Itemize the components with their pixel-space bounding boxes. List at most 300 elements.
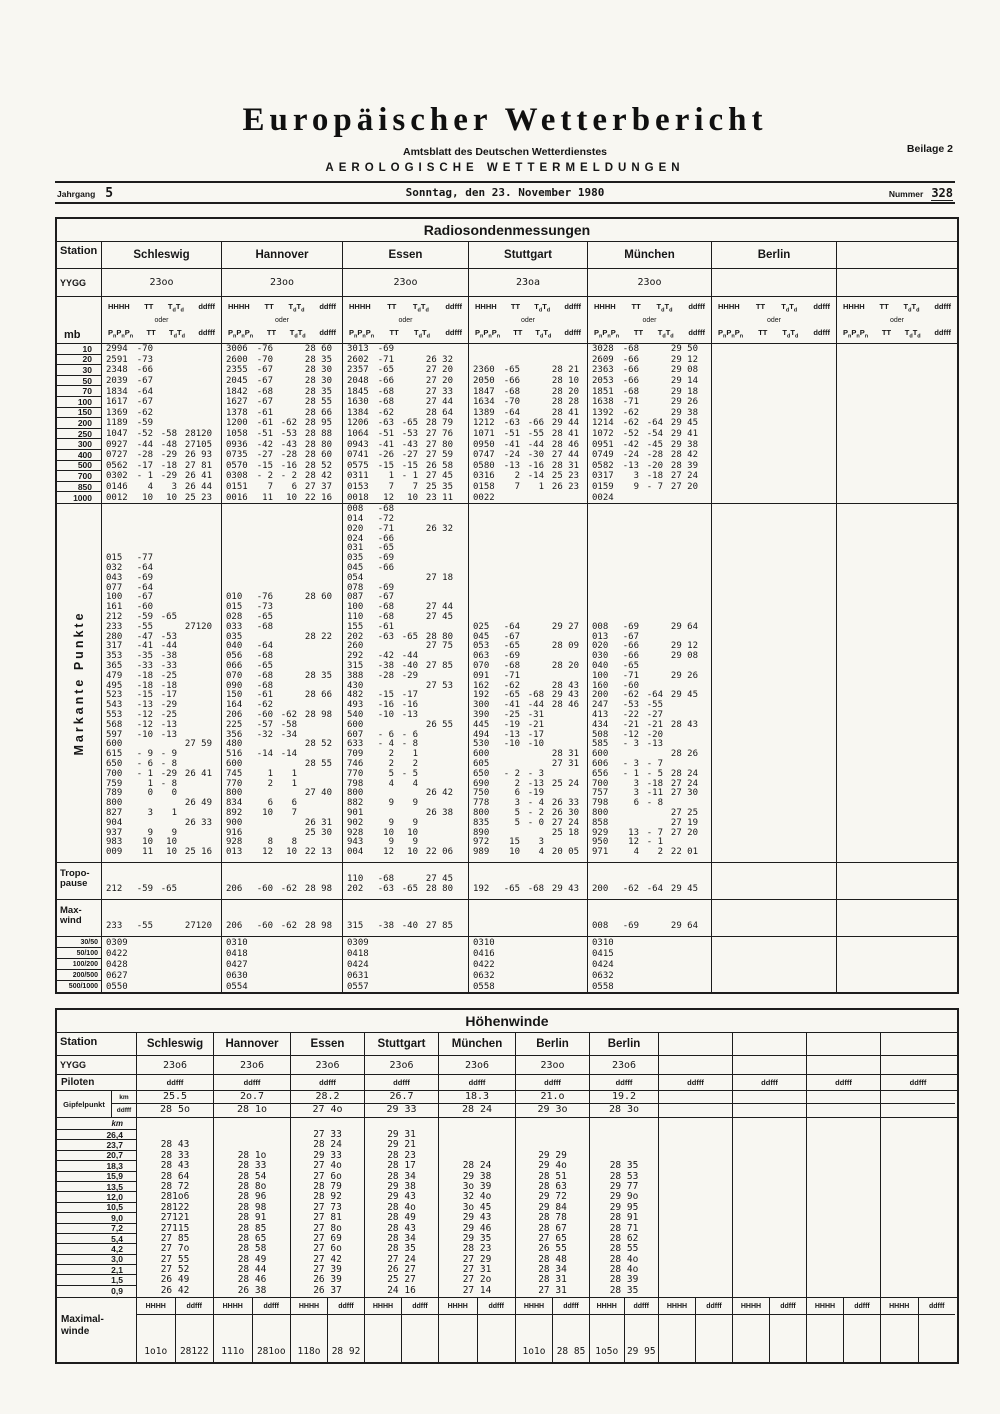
sounding-line	[837, 418, 957, 429]
wind-value: 28 34	[538, 1264, 567, 1276]
sounding-line	[837, 429, 957, 440]
temp-value: -64	[136, 386, 153, 397]
sounding-line	[469, 376, 587, 387]
sounding-line	[343, 418, 468, 429]
temp-value: -59	[136, 418, 153, 429]
maxwind-cell	[712, 900, 837, 936]
height-value: 834	[226, 798, 243, 809]
layer-mean-wind	[712, 981, 836, 992]
height-value: 087	[347, 592, 364, 603]
wind-value	[881, 1192, 955, 1202]
page-title: Europäischer Wetterbericht	[242, 102, 768, 138]
wind-value: 28122	[160, 1201, 190, 1213]
station-name: Berlin	[712, 242, 837, 268]
temp-value: -61	[377, 621, 394, 632]
code-symbol: TT	[266, 327, 277, 337]
wind-value: 27 44	[425, 602, 453, 613]
dewpoint-value: -27	[401, 450, 418, 461]
sounding-line	[469, 355, 587, 366]
dewpoint-value: -28	[280, 450, 297, 461]
dewpoint-value: 9	[412, 798, 418, 809]
max-wind-value	[733, 1315, 769, 1362]
wind-value: 26 49	[184, 798, 212, 809]
sounding-line	[469, 386, 587, 397]
code-header-line	[343, 328, 468, 340]
dewpoint-value: -44	[527, 700, 544, 711]
temp-value: 13	[628, 827, 639, 838]
wind-value: 27 4o	[313, 1160, 342, 1172]
max-wind-value	[402, 1315, 438, 1362]
sounding-line	[588, 749, 711, 759]
temp-value: -60	[136, 602, 153, 613]
markante-column	[712, 504, 837, 862]
temp-value: 15	[509, 837, 520, 848]
temp-value: -70	[503, 397, 520, 408]
wind-value: 29 43	[387, 1191, 416, 1203]
wind-value: 28 23	[462, 1243, 492, 1255]
sounding-line	[343, 837, 468, 847]
sounding-line	[588, 450, 711, 461]
markante-row	[57, 504, 957, 863]
temp-value: -62	[622, 407, 639, 418]
layer-label: 30/50	[57, 937, 101, 948]
wind-value: 28 67	[538, 1222, 567, 1234]
wind-value: 27 33	[425, 386, 453, 397]
sounding-line	[102, 847, 221, 857]
code-symbol: HHHH	[349, 302, 371, 311]
temp-value: -77	[136, 553, 153, 564]
temp-value: - 2	[256, 471, 273, 482]
wind-value: 27 75	[425, 641, 453, 652]
sounding-line	[469, 671, 587, 681]
yygg-row	[57, 269, 957, 297]
wind-value: 26 31	[304, 817, 332, 828]
wind-value	[881, 1224, 955, 1234]
sounding-line	[343, 450, 468, 461]
sounding-line	[222, 730, 342, 740]
wind-value: 28 96	[237, 1191, 267, 1203]
wind-value: 28 46	[551, 439, 579, 450]
height-value: 233	[106, 920, 123, 931]
height-value: 1389	[473, 407, 495, 418]
height-value: 008	[347, 504, 364, 515]
wind-value: 29 77	[609, 1180, 639, 1192]
code-symbol: TT	[389, 327, 399, 337]
dewpoint-value: 10	[166, 837, 177, 848]
wind-value: 27115	[160, 1222, 190, 1234]
wind-value: 281o6	[160, 1191, 190, 1203]
markante-column	[222, 504, 343, 862]
yygg-value	[837, 269, 957, 296]
sounding-line	[469, 818, 587, 828]
sounding-line	[343, 921, 468, 931]
station-name: Stuttgart	[365, 1033, 439, 1055]
sounding-line	[102, 828, 221, 838]
layer-label: 100/200	[57, 959, 101, 970]
wind-value: 28 98	[304, 709, 332, 720]
code-symbol: $T_dT_d$	[656, 302, 673, 314]
sounding-line	[343, 671, 468, 681]
max-wind-value: 1o1o	[144, 1346, 168, 1357]
temp-value: -68	[256, 621, 273, 632]
station-name: Hannover	[222, 242, 343, 268]
mb-level-label: 150	[57, 408, 101, 419]
max-col-header: HHHH	[590, 1298, 624, 1315]
height-value: 757	[592, 788, 609, 799]
maximalwinde-subcolumn	[175, 1298, 214, 1362]
wind-value: 28 42	[304, 471, 332, 482]
dewpoint-value: 2	[657, 847, 663, 858]
temp-value: -42	[256, 439, 273, 450]
wind-value: 28 71	[609, 1222, 639, 1234]
wind-value: 28 17	[387, 1160, 416, 1172]
sounding-line	[837, 344, 957, 355]
height-value: 031	[347, 543, 364, 554]
maximalwinde-cell	[439, 1298, 516, 1362]
max-wind-value	[881, 1315, 918, 1362]
height-value: 150	[226, 690, 243, 701]
height-value: 606	[592, 758, 609, 769]
dewpoint-value: -40	[401, 920, 418, 931]
layer-mean-wind	[712, 970, 836, 981]
dewpoint-value: -53	[401, 429, 418, 440]
sounding-line	[222, 612, 342, 622]
mb-column	[588, 344, 712, 503]
wind-value	[733, 1130, 806, 1140]
temp-value: -66	[622, 365, 639, 376]
maximalwinde-subcolumn	[327, 1298, 364, 1362]
gipfelpunkt-cell	[659, 1091, 733, 1117]
temp-value: -68	[377, 602, 394, 613]
oder-label: oder	[520, 317, 535, 324]
gipfel-ddfff-value: 27 4o	[312, 1104, 343, 1115]
temp-value: -25	[503, 709, 520, 720]
wind-value: 27120	[184, 621, 212, 632]
temp-value: 3	[633, 471, 639, 482]
wind-value	[807, 1192, 880, 1202]
code-symbol: TT	[879, 302, 889, 311]
code-header-line	[469, 328, 587, 340]
markante-column	[343, 504, 469, 862]
gipfelpunkt-sublabels	[111, 1091, 136, 1117]
max-col-header: HHHH	[516, 1298, 552, 1315]
temp-value: -15	[136, 690, 153, 701]
code-symbol: HHHH	[843, 302, 865, 311]
temp-value: -66	[377, 533, 394, 544]
height-value: 200	[592, 883, 609, 894]
height-value: 800	[226, 788, 243, 799]
height-value: 045	[347, 563, 364, 573]
station-name	[733, 1033, 807, 1055]
sounding-line	[588, 808, 711, 818]
sounding-line	[469, 471, 587, 482]
sounding-line	[222, 769, 342, 779]
temp-value: -72	[377, 514, 394, 525]
dewpoint-value: 10	[407, 847, 418, 858]
temp-value: -63	[377, 418, 394, 429]
gipfel-km-value: 2o.7	[214, 1091, 290, 1104]
height-value: 024	[347, 533, 364, 544]
km-level-label: 4,2	[57, 1244, 136, 1254]
code-symbol: HHHH	[594, 302, 616, 311]
height-value: 2609	[592, 354, 614, 365]
wind-value: 27 55	[160, 1253, 190, 1265]
layer-mean-wind: 0309	[106, 937, 128, 948]
dewpoint-value: -53	[160, 631, 177, 642]
mb-column	[343, 344, 469, 503]
mb-body-row	[57, 344, 957, 504]
temp-value: 2	[267, 778, 273, 789]
layer-mean-wind: 0418	[226, 948, 248, 959]
dewpoint-value: -44	[527, 439, 544, 450]
maximalwinde-cell	[291, 1298, 365, 1362]
mb-level-label: 30	[57, 365, 101, 376]
dewpoint-value: -64	[646, 690, 663, 701]
height-value: 0151	[226, 482, 248, 493]
wind-value: 28 92	[313, 1191, 342, 1203]
issue-date: Sonntag, den 23. November 1980	[405, 186, 605, 199]
dewpoint-value: - 5	[401, 768, 418, 779]
temp-value: -68	[377, 504, 394, 515]
dewpoint-value: -16	[527, 460, 544, 471]
sounding-line	[102, 681, 221, 691]
sounding-line	[102, 884, 221, 894]
maxwind-cell	[469, 900, 588, 936]
code-symbol: ddfff	[564, 302, 581, 311]
temp-value: 3	[633, 778, 639, 789]
wind-value: 28 34	[387, 1232, 416, 1244]
sounding-line	[469, 397, 587, 408]
wind-value: 29 72	[538, 1191, 567, 1203]
code-symbol: ddfff	[934, 327, 951, 337]
temp-value: -10	[377, 709, 394, 720]
sounding-line	[102, 602, 221, 612]
max-wind-value: 281oo	[256, 1346, 286, 1357]
km-column	[659, 1118, 733, 1297]
sounding-line	[102, 837, 221, 847]
temp-value: -67	[136, 592, 153, 603]
height-value: 633	[347, 739, 364, 750]
height-value: 434	[592, 719, 609, 730]
gipfel-ddfff-value	[733, 1104, 806, 1117]
temp-value: -51	[256, 429, 273, 440]
wind-value: 20 05	[551, 847, 579, 858]
dewpoint-value: - 7	[646, 482, 663, 493]
height-value: 014	[347, 514, 364, 525]
mb-level-label: 250	[57, 429, 101, 440]
max-wind-value	[844, 1315, 880, 1362]
gipfelpunkt-cell	[291, 1091, 365, 1117]
height-value: 070	[473, 660, 490, 671]
wind-value: 27 39	[313, 1264, 342, 1276]
code-symbol: TT	[633, 327, 644, 337]
dewpoint-value: -65	[401, 631, 418, 642]
dewpoint-value: 10	[407, 492, 418, 503]
code-symbol: $T_dT_d$	[289, 327, 306, 339]
markante-label-column	[57, 504, 102, 862]
dewpoint-value: - 5	[646, 768, 663, 779]
sounding-line	[343, 641, 468, 651]
height-value: 543	[106, 700, 123, 711]
dewpoint-value: -17	[401, 690, 418, 701]
wind-value	[659, 1172, 732, 1182]
sounding-line	[343, 632, 468, 642]
gipfelpunkt-cell	[881, 1091, 955, 1117]
dewpoint-value: -13	[401, 709, 418, 720]
dewpoint-value: 3	[171, 482, 177, 493]
layer-mean-wind: 0554	[226, 981, 248, 992]
temp-value: -18	[136, 680, 153, 691]
temp-value: -69	[622, 621, 639, 632]
sounding-line	[343, 874, 468, 884]
temp-value: -42	[377, 651, 394, 662]
radiosonde-title: Radiosondenmessungen	[57, 219, 957, 242]
wind-value: 28 88	[304, 429, 332, 440]
layer-mean-wind	[837, 937, 957, 948]
yygg-value: 23oo	[516, 1056, 590, 1074]
maximalwinde-subcolumn	[401, 1298, 438, 1362]
wind-value: 28 62	[609, 1232, 639, 1244]
wind-value	[733, 1255, 806, 1265]
wind-value: 32 4o	[462, 1191, 492, 1203]
sounding-line	[712, 471, 836, 482]
jahrgang-label: Jahrgang	[57, 189, 96, 199]
dewpoint-value: 6	[291, 798, 297, 809]
wind-value	[214, 1130, 290, 1140]
wind-value	[590, 1130, 658, 1140]
wind-value: 28 33	[160, 1149, 190, 1161]
wind-value	[659, 1182, 732, 1192]
sounding-line	[222, 641, 342, 651]
height-value: 493	[347, 700, 364, 711]
wind-value: 28 4o	[387, 1201, 416, 1213]
height-value: 770	[347, 768, 364, 779]
sounding-line	[102, 429, 221, 440]
yygg-value: 23oo	[102, 269, 222, 296]
maximalwinde-row	[57, 1298, 957, 1362]
wind-value: 29 44	[551, 418, 579, 429]
sounding-line	[222, 492, 342, 503]
height-value: 161	[106, 602, 123, 613]
wind-value: 29 38	[670, 407, 698, 418]
sounding-line	[588, 418, 711, 429]
height-value: 709	[347, 749, 364, 760]
layer-mean-wind: 0557	[347, 981, 369, 992]
sounding-line	[222, 450, 342, 461]
sounding-line	[343, 365, 468, 376]
dewpoint-value: -44	[401, 651, 418, 662]
station-name: Berlin	[590, 1033, 659, 1055]
maximalwinde-subcolumn	[137, 1298, 175, 1362]
layer-mean-wind	[837, 970, 957, 981]
height-value: 1058	[226, 429, 248, 440]
wind-value: 27 81	[184, 460, 212, 471]
temp-value: 5	[388, 768, 394, 779]
wind-value: 27 40	[304, 788, 332, 799]
height-value: 066	[226, 660, 243, 671]
height-value: 1384	[347, 407, 369, 418]
sounding-line	[343, 461, 468, 472]
sounding-line	[102, 818, 221, 828]
sounding-line	[102, 749, 221, 759]
height-value: 0950	[473, 439, 495, 450]
temp-value: -12	[136, 719, 153, 730]
wind-value: 28 44	[237, 1264, 267, 1276]
wind-value: 29 08	[670, 365, 698, 376]
station-name: Berlin	[516, 1033, 590, 1055]
sounding-line	[102, 439, 221, 450]
code-symbol: TT	[881, 327, 892, 337]
max-col-header: HHHH	[733, 1298, 769, 1315]
layer-mean-wind: 0310	[592, 937, 614, 948]
dewpoint-value: -17	[160, 690, 177, 701]
dewpoint-value: -15	[401, 460, 418, 471]
ddfff-header: ddfff	[137, 1075, 214, 1090]
sounding-line	[343, 592, 468, 602]
sounding-line	[222, 681, 342, 691]
temp-value: -47	[136, 631, 153, 642]
gipfel-ddfff-value: 29 33	[386, 1104, 417, 1115]
sounding-line	[588, 798, 711, 808]
sounding-line	[102, 739, 221, 749]
wind-value	[733, 1234, 806, 1244]
max-col-header: ddfff	[176, 1298, 214, 1315]
height-value: 032	[106, 563, 123, 573]
gipfel-ddfff-value: 28 5o	[159, 1104, 191, 1115]
wind-value: 27 37	[304, 482, 332, 493]
sounding-line	[469, 759, 587, 769]
temp-value: 3	[633, 788, 639, 799]
temp-value: - 6	[136, 758, 153, 769]
wind-value: 28 58	[237, 1243, 267, 1255]
temp-value: -12	[622, 729, 639, 740]
height-value: 260	[347, 641, 364, 652]
hoehenwinde-table	[55, 1008, 959, 1364]
layer-label: 500/1000	[68, 983, 98, 990]
temp-value: -66	[622, 354, 639, 365]
temp-value: -68	[256, 680, 273, 691]
sounding-line	[102, 720, 221, 730]
temp-value: -68	[377, 873, 394, 884]
sounding-line	[588, 397, 711, 408]
wind-value	[807, 1265, 880, 1275]
sounding-line	[102, 788, 221, 798]
height-value: 010	[226, 592, 243, 603]
gipfel-ddfff-label: ddfff	[116, 1107, 132, 1114]
height-value: 1845	[347, 386, 369, 397]
height-value: 2591	[106, 354, 128, 365]
yygg-value: 23oa	[469, 269, 588, 296]
code-symbol: $P_nP_nP_n$	[594, 327, 620, 339]
wind-value: 29 43	[462, 1212, 492, 1224]
yygg-value: 23o6	[590, 1056, 659, 1074]
wind-value: 29 12	[670, 354, 698, 365]
sounding-line	[343, 681, 468, 691]
height-value: 0943	[347, 439, 369, 450]
temp-value: 0	[147, 788, 153, 799]
wind-value: 27 20	[670, 827, 698, 838]
wind-value: 27 44	[551, 450, 579, 461]
sounding-line	[102, 622, 221, 632]
km-column	[439, 1118, 516, 1297]
height-value: 0927	[106, 439, 128, 450]
yygg-value	[659, 1056, 733, 1074]
temp-value: 7	[267, 482, 273, 493]
km-level-label: 26,4	[57, 1130, 136, 1140]
height-value: 013	[226, 847, 243, 858]
km-column	[137, 1118, 214, 1297]
height-value: 1392	[592, 407, 614, 418]
